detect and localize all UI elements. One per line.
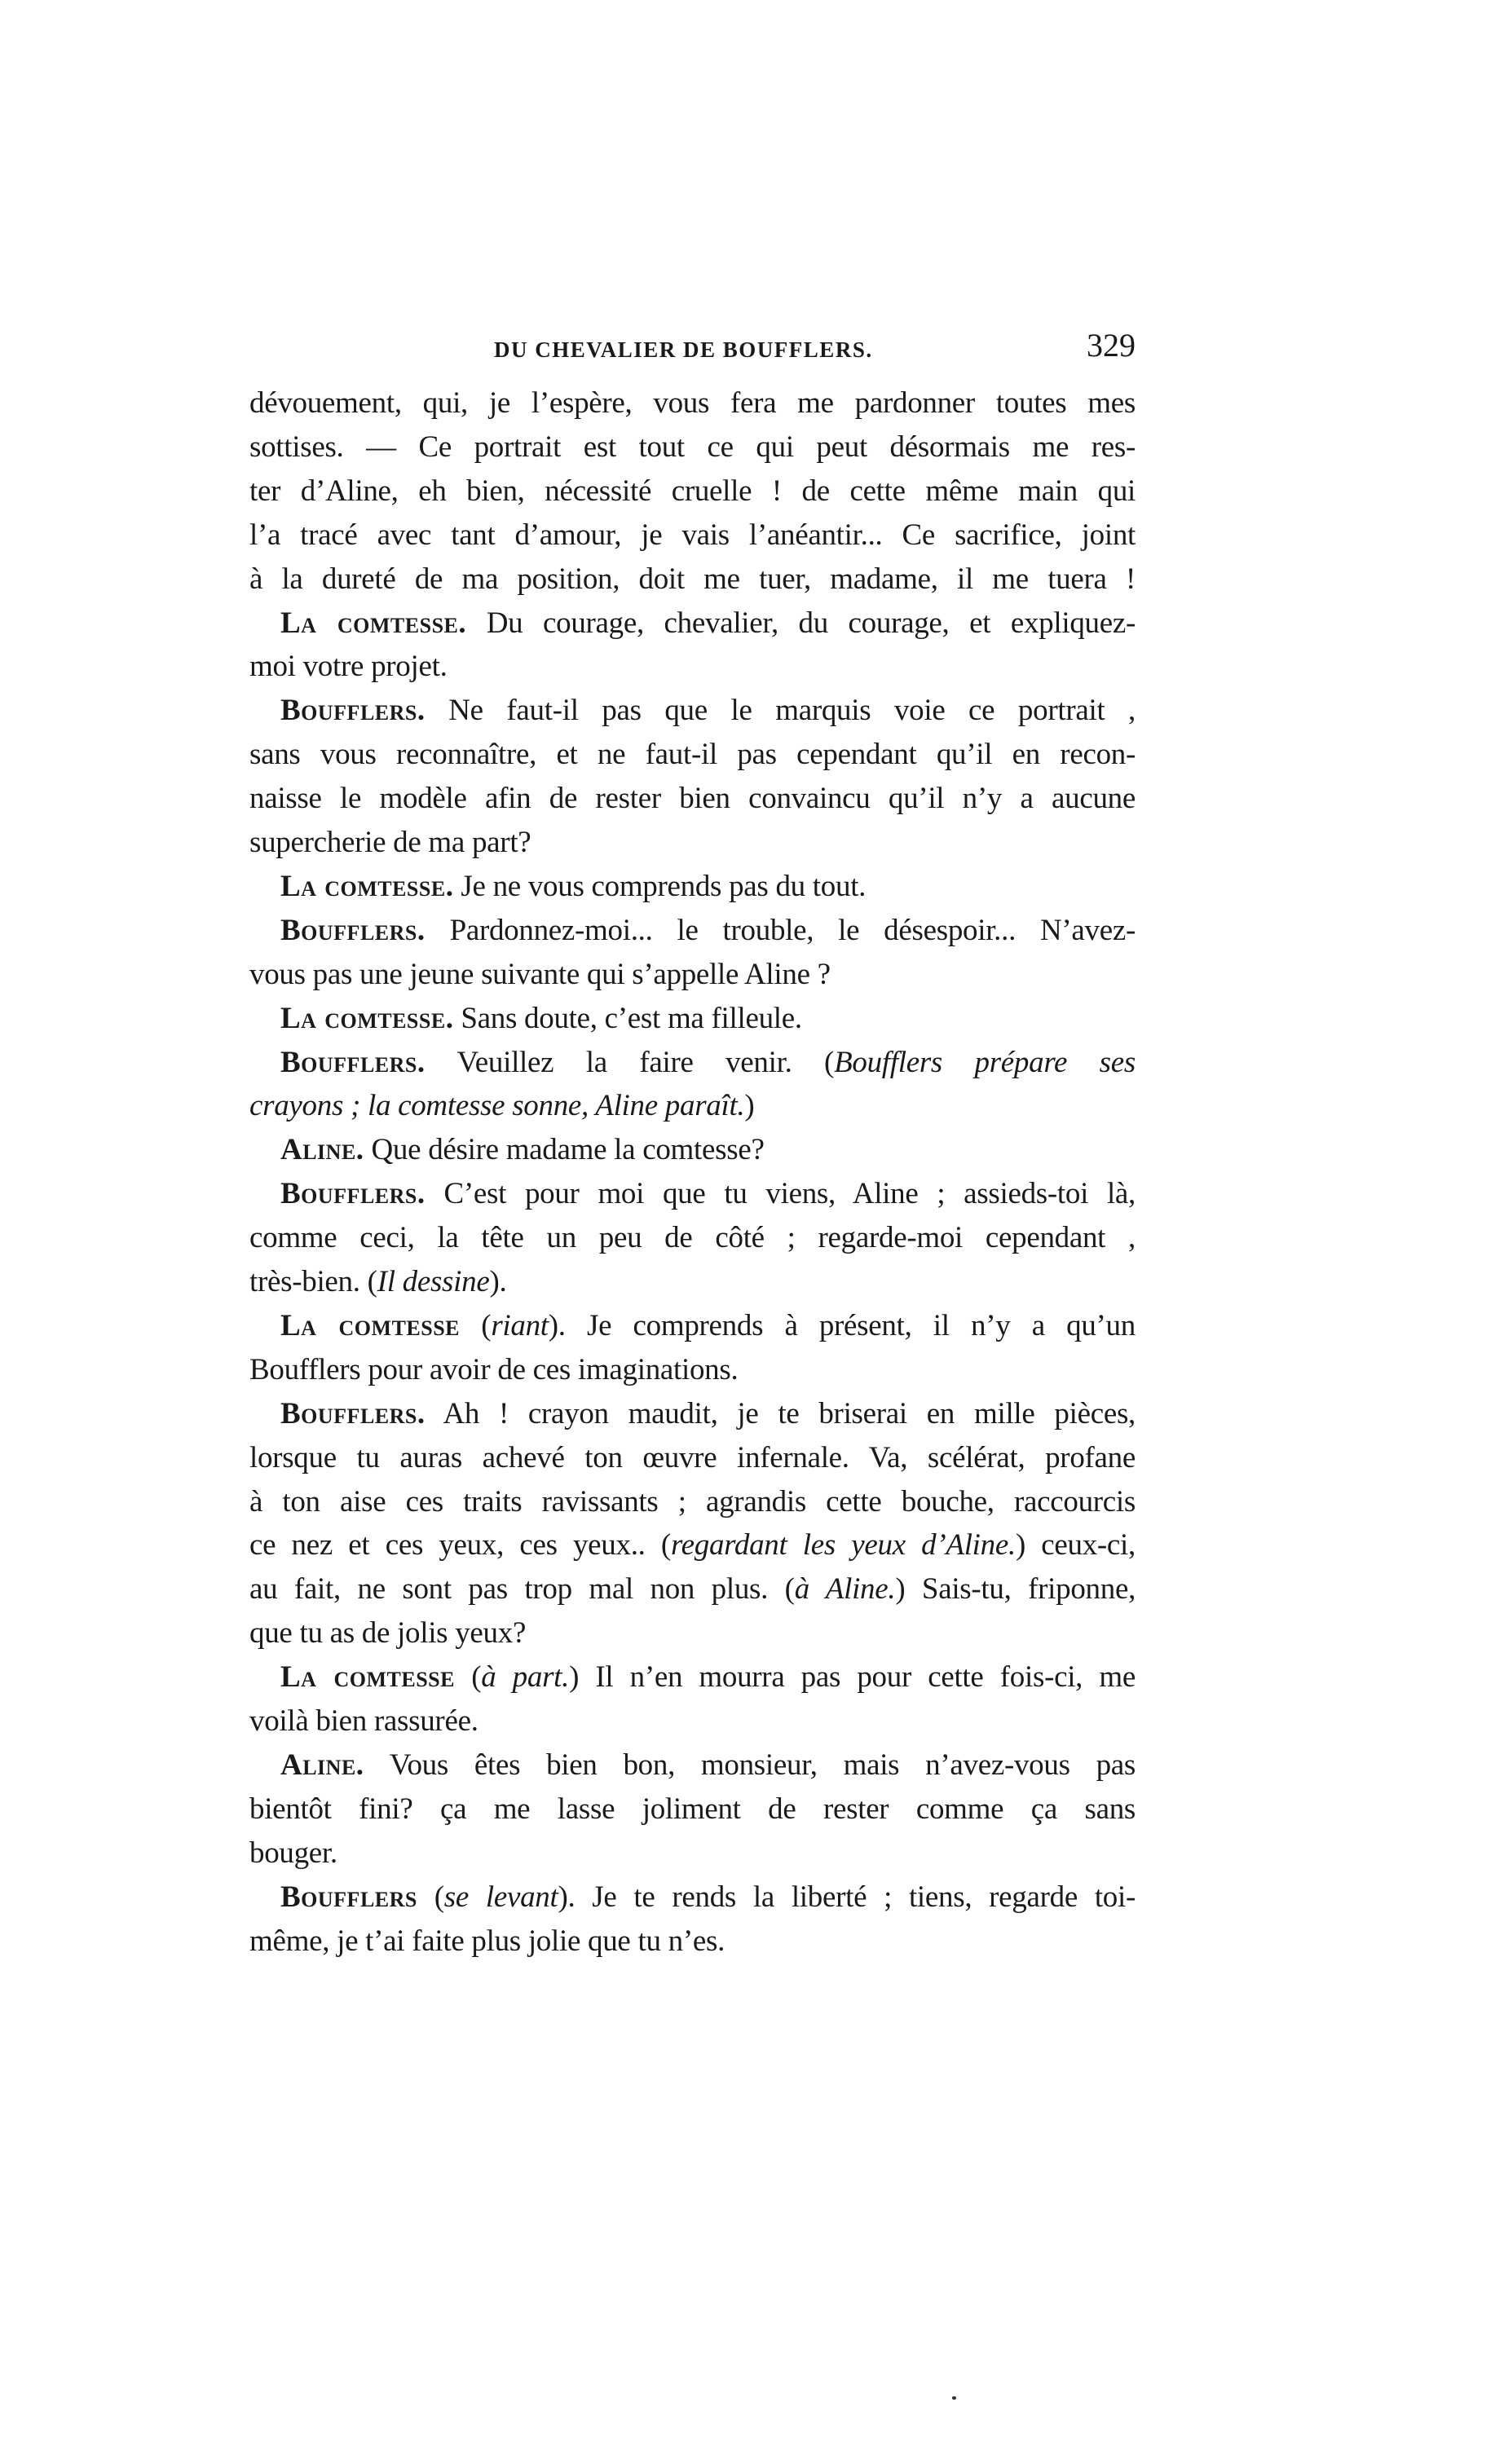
text-segment: à la dureté de ma position, doit me tuer, madame, il me tuera ! [249, 562, 1136, 596]
text-segment: ). Je te rends la liberté ; tiens, regarde toi- [558, 1880, 1136, 1914]
text-line [249, 1439, 1136, 1477]
text-line [249, 1483, 1136, 1521]
text-segment: Ne faut-il pas que le marquis voie ce portrait , [425, 694, 1136, 728]
text-line [249, 780, 1136, 818]
text-segment: C’est pour moi que tu viens, Aline ; assieds-toi là, [425, 1177, 1136, 1211]
text-line [249, 692, 1136, 730]
text-segment: ) [744, 1089, 755, 1123]
text-segment: moi votre projet. [249, 650, 448, 684]
text-segment: Sans doute, c’est ma filleule. [453, 1001, 802, 1035]
text-line [249, 1044, 1136, 1082]
text-segment: ( [417, 1880, 444, 1914]
text-segment: ). [489, 1265, 507, 1298]
speaker-name: Boufflers. [280, 913, 426, 947]
text-segment: supercherie de ma part? [249, 826, 531, 859]
speaker-name: Boufflers. [280, 1396, 426, 1430]
text-segment: naisse le modèle afin de rester bien convaincu qu’il n’y a aucune [249, 782, 1136, 816]
text-segment: Je ne vous comprends pas du tout. [453, 869, 867, 903]
text-segment: ( [460, 1308, 492, 1342]
stage-direction: à Aline. [794, 1572, 896, 1607]
text-segment: Veuillez la faire venir. ( [425, 1045, 835, 1079]
text-segment: bientôt fini? ça me lasse joliment de rester comme ça sans [249, 1792, 1136, 1826]
text-line [249, 1395, 1136, 1433]
text-segment: Que désire madame la comtesse? [364, 1133, 765, 1167]
text-line [249, 736, 1136, 774]
text-segment: voilà bien rassurée. [249, 1704, 478, 1738]
speaker-name: La comtesse. [280, 1001, 454, 1035]
running-title: DU CHEVALIER DE BOUFFLERS. [494, 337, 873, 362]
ink-speck [952, 2396, 956, 2400]
text-line [249, 1659, 1136, 1696]
stage-direction: Il dessine [377, 1265, 490, 1298]
text-line [249, 1263, 1136, 1301]
speaker-name: Boufflers. [280, 1045, 426, 1079]
text-segment: Vous êtes bien bon, monsieur, mais n’avez-vous pas [364, 1748, 1136, 1782]
speaker-name: La comtesse [280, 1660, 455, 1695]
text-line [249, 824, 1136, 862]
speaker-name: La comtesse [280, 1308, 461, 1342]
text-segment: dévouement, qui, je l’espère, vous fera me pardonner toutes mes [249, 386, 1136, 420]
text-line [249, 1923, 1136, 1960]
text-segment: ). Je comprends à présent, il n’y a qu’un [548, 1308, 1136, 1342]
text-segment: l’a tracé avec tant d’amour, je vais l’anéantir... Ce sacrifice, joint [249, 518, 1136, 552]
speaker-name: Boufflers [280, 1880, 417, 1914]
text-line [249, 1527, 1136, 1564]
text-segment: ) Sais-tu, friponne, [895, 1572, 1136, 1607]
text-line [249, 605, 1136, 642]
stage-direction: à part. [481, 1660, 570, 1695]
text-segment: Pardonnez-moi... le trouble, le désespoir... N’avez- [425, 913, 1136, 947]
text-line [249, 956, 1136, 994]
speaker-name: Aline. [280, 1748, 364, 1782]
text-line [249, 1219, 1136, 1257]
stage-direction: Boufflers prépare ses [834, 1045, 1136, 1079]
text-line [249, 1175, 1136, 1213]
text-segment: que tu as de jolis yeux? [249, 1616, 527, 1651]
stage-direction: crayons ; la comtesse sonne, Aline paraît. [249, 1089, 745, 1123]
stage-direction: regardant les yeux d’Aline. [670, 1528, 1016, 1563]
text-line [249, 1835, 1136, 1872]
text-segment: à ton aise ces traits ravissants ; agrandis cette bouche, raccourcis [249, 1484, 1136, 1519]
text-segment: ter d’Aline, eh bien, nécessité cruelle ! de cette même main qui [249, 474, 1136, 508]
text-line [249, 1087, 1136, 1125]
speaker-name: Boufflers. [280, 694, 426, 728]
text-line [249, 912, 1136, 950]
text-line [249, 1703, 1136, 1740]
text-line [249, 1615, 1136, 1652]
speaker-name: Boufflers. [280, 1177, 426, 1211]
text-line [249, 473, 1136, 510]
text-segment: même, je t’ai faite plus jolie que tu n’es. [249, 1924, 725, 1958]
text-segment: lorsque tu auras achevé ton œuvre infernale. Va, scélérat, profane [249, 1440, 1136, 1474]
text-segment: Boufflers pour avoir de ces imaginations. [249, 1352, 739, 1386]
text-line [249, 1351, 1136, 1389]
text-line [249, 1131, 1136, 1169]
text-segment: Du courage, chevalier, du courage, et expliquez- [466, 606, 1136, 640]
running-header [249, 326, 1136, 367]
speaker-name: La comtesse. [280, 606, 467, 640]
text-line [249, 1791, 1136, 1828]
text-segment: ce nez et ces yeux, ces yeux.. ( [249, 1528, 671, 1563]
stage-direction: se levant [443, 1880, 558, 1914]
text-segment: sottises. — Ce portrait est tout ce qui peut désormais me res- [249, 430, 1136, 464]
speaker-name: La comtesse. [280, 869, 454, 903]
text-line [249, 648, 1136, 685]
text-segment: ) ceux-ci, [1015, 1528, 1136, 1563]
text-line [249, 868, 1136, 906]
text-line [249, 1000, 1136, 1038]
page-number: 329 [1087, 327, 1136, 364]
text-line [249, 1747, 1136, 1784]
text-segment: ( [454, 1660, 482, 1695]
text-line [249, 1879, 1136, 1916]
text-segment: Ah ! crayon maudit, je te briserai en mille pièces, [425, 1396, 1136, 1430]
text-segment: sans vous reconnaître, et ne faut-il pas cependant qu’il en recon- [249, 738, 1136, 772]
text-segment: ) Il n’en mourra pas pour cette fois-ci, me [569, 1660, 1136, 1695]
text-line [249, 1307, 1136, 1345]
text-segment: au fait, ne sont pas trop mal non plus. ( [249, 1572, 795, 1607]
text-line [249, 517, 1136, 554]
text-line [249, 1571, 1136, 1608]
speaker-name: Aline. [280, 1133, 364, 1167]
text-segment: vous pas une jeune suivante qui s’appelle Aline ? [249, 957, 831, 991]
text-line [249, 429, 1136, 466]
text-line [249, 385, 1136, 422]
stage-direction: riant [491, 1308, 549, 1342]
text-segment: comme ceci, la tête un peu de côté ; regarde-moi cependant , [249, 1221, 1136, 1255]
text-line [249, 561, 1136, 598]
text-segment: bouger. [249, 1836, 337, 1870]
text-segment: très-bien. ( [249, 1265, 377, 1298]
